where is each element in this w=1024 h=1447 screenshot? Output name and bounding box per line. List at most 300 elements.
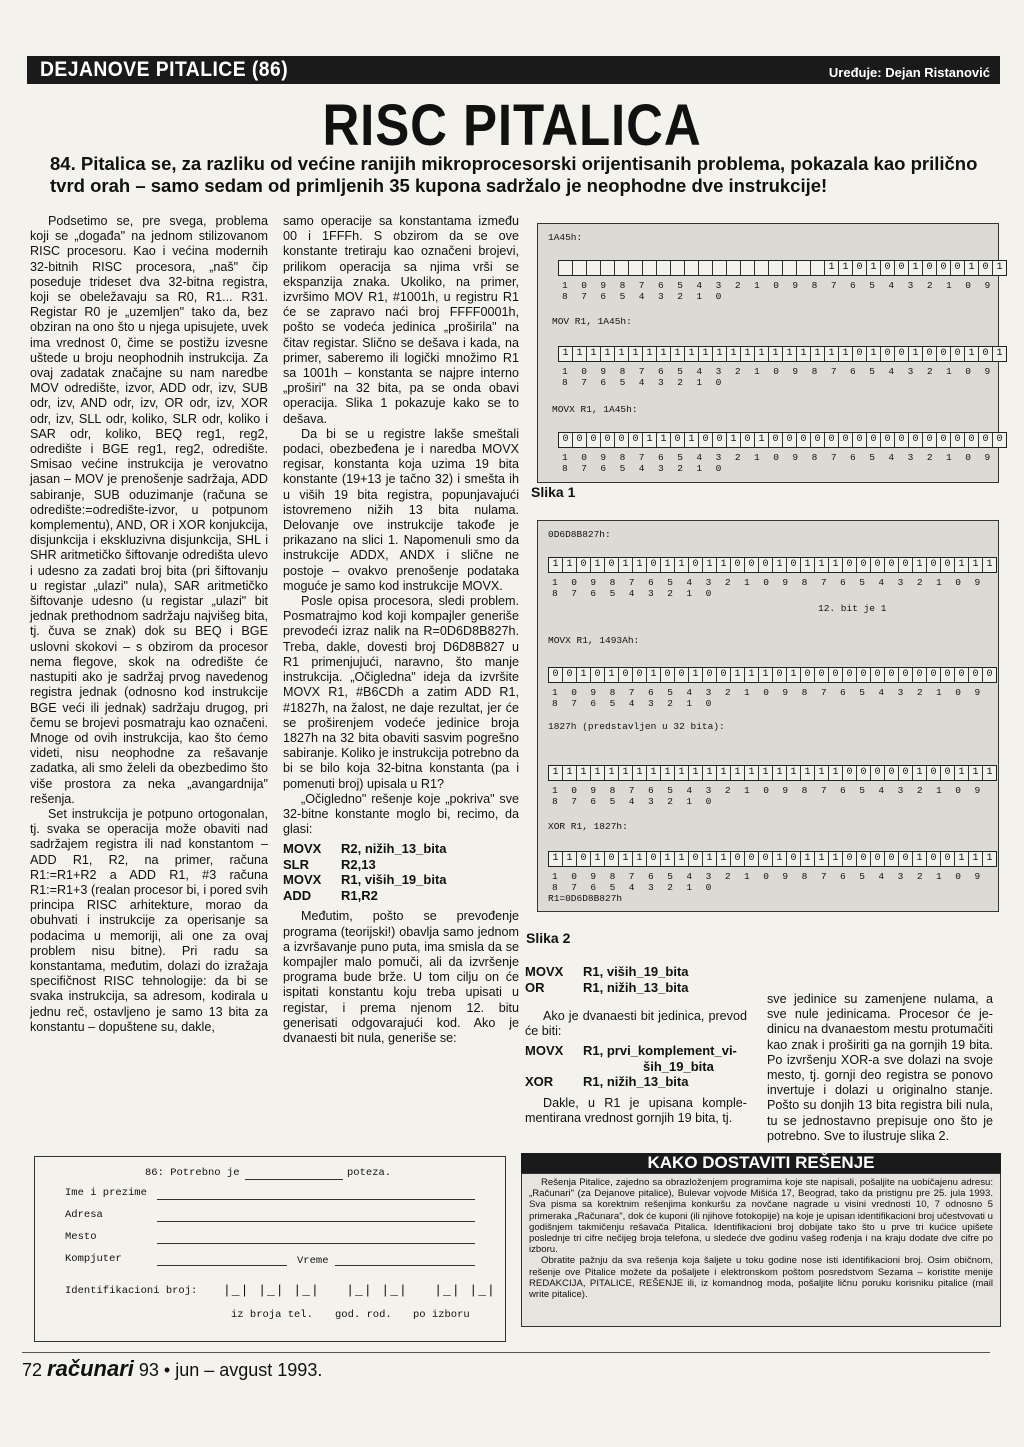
page-title: RISC PITALICA <box>322 93 702 158</box>
code-block-3 <box>525 1043 747 1090</box>
code-arg: R2,13 <box>341 856 376 872</box>
bit-cell: 0 <box>885 852 899 866</box>
bit-cell: 0 <box>801 668 815 682</box>
bit-cell: 0 <box>601 433 615 447</box>
bit-cell: 1 <box>629 347 643 361</box>
bit-cell: 0 <box>605 558 619 572</box>
bit-cell: 0 <box>965 433 979 447</box>
code-op: MOVX <box>283 872 322 888</box>
code-op <box>525 1059 583 1075</box>
bit-cell: 0 <box>941 558 955 572</box>
bit-cell: 0 <box>951 347 965 361</box>
bit-register <box>558 432 1007 448</box>
bit-cell: 0 <box>979 261 993 275</box>
bit-cell: 1 <box>913 766 927 780</box>
bit-cell <box>713 261 727 275</box>
bit-cell: 0 <box>731 852 745 866</box>
bit-cell: 0 <box>783 433 797 447</box>
code-op: XOR <box>525 1074 554 1090</box>
bit-cell: 1 <box>769 347 783 361</box>
bit-cell: 1 <box>759 766 773 780</box>
bit-cell: 0 <box>885 558 899 572</box>
bit-cell: 1 <box>717 852 731 866</box>
bit-cell: 1 <box>787 766 801 780</box>
bit-cell: 1 <box>587 347 601 361</box>
fig1-caption-1: 1A45h: <box>548 232 583 243</box>
bit-cell <box>601 261 615 275</box>
bit-cell: 0 <box>899 668 913 682</box>
bit-cell: 1 <box>745 668 759 682</box>
bit-cell: 1 <box>573 347 587 361</box>
address-label: Adresa <box>65 1209 103 1221</box>
bit-cell: 1 <box>731 766 745 780</box>
bit-cell: 1 <box>675 558 689 572</box>
bit-cell: 0 <box>843 668 857 682</box>
bit-cell: 0 <box>587 433 601 447</box>
address-field[interactable] <box>157 1221 475 1222</box>
paragraph: Međutim, pošto se prevođenje programa (teorijski!) obavlja samo jednom a izvršavanje puno puta, ima smisla da se kompajler malo pomuči, ali da izvršenje programa bude brže. U tom cilju on će ispitati konstantu koju treba upisati u registar, i prema njenom 12. bitu generisati odgovarajući kod. Ako je dvanaesti bit nula, generiše se: <box>283 909 519 1045</box>
bit-cell: 0 <box>937 433 951 447</box>
fig1-caption-2: MOV R1, 1A45h: <box>552 316 632 327</box>
bit-cell: 1 <box>633 852 647 866</box>
bit-cell: 1 <box>699 347 713 361</box>
bit-register <box>558 346 1007 362</box>
code-block-1 <box>283 841 519 903</box>
bit-cell: 0 <box>881 347 895 361</box>
bit-cell: 0 <box>871 852 885 866</box>
bit-cell: 1 <box>745 766 759 780</box>
bit-cell: 0 <box>899 766 913 780</box>
bit-cell: 1 <box>727 433 741 447</box>
how-to-send-text <box>529 1177 993 1300</box>
bit-cell: 1 <box>727 347 741 361</box>
bit-cell: 0 <box>899 558 913 572</box>
code-arg: ših_19_bita <box>643 1058 714 1074</box>
bit-cell: 1 <box>713 347 727 361</box>
bit-cell: 0 <box>853 347 867 361</box>
bit-cell: 0 <box>951 433 965 447</box>
paragraph: Obratite pažnju da sva rešenja koja šaljete u toku godine nose isti identifikacioni broj. Osim običnom, rešenje ove Pitalice možete da pošaljete i elektronskom poštom posredstvom Sezama – koristite menije REDAKCIJA, PITALICE, REŠENJE ili, iz komandnog moda, pošaljite ličnu poruku korisniku pitalice (mail write pitalice). <box>529 1255 993 1301</box>
bit-cell: 0 <box>923 433 937 447</box>
time-field[interactable] <box>335 1265 475 1266</box>
bit-cell: 1 <box>815 766 829 780</box>
bit-cell: 1 <box>913 852 927 866</box>
bit-cell: 1 <box>759 668 773 682</box>
bit-cell: 0 <box>867 433 881 447</box>
bit-cell: 0 <box>885 668 899 682</box>
bit-cell: 0 <box>843 558 857 572</box>
bit-cell: 1 <box>829 558 843 572</box>
bit-index: 1 0 9 8 7 6 5 4 3 2 1 0 9 8 7 6 5 4 3 2 1 0 9 8 7 6 5 4 3 2 1 0 <box>552 785 985 807</box>
bit-cell: 1 <box>986 853 993 864</box>
bit-cell: 0 <box>927 558 941 572</box>
fig2-caption-3: 1827h (predstavljen u 32 bita): <box>548 721 725 732</box>
bit-cell: 1 <box>661 558 675 572</box>
bit-cell: 0 <box>787 852 801 866</box>
bit-cell: 1 <box>969 766 983 780</box>
bit-cell: 1 <box>591 852 605 866</box>
bit-index: 1 0 9 8 7 6 5 4 3 2 1 0 9 8 7 6 5 4 3 2 1 0 9 8 7 6 5 4 3 2 1 0 <box>562 366 995 388</box>
bit-cell: 0 <box>857 852 871 866</box>
fig2-caption-2: MOVX R1, 1493Ah: <box>548 635 640 646</box>
bit-cell: 0 <box>713 433 727 447</box>
bit-index: 1 0 9 8 7 6 5 4 3 2 1 0 9 8 7 6 5 4 3 2 1 0 9 8 7 6 5 4 3 2 1 0 <box>562 280 995 302</box>
bit-cell: 1 <box>773 852 787 866</box>
figure-1-label: Slika 1 <box>531 484 576 500</box>
bit-cell: 0 <box>881 261 895 275</box>
code-op: ADD <box>283 887 312 903</box>
code-op: MOVX <box>283 841 322 857</box>
paragraph: Rešenja Pitalice, zajedno sa obrazloženjem programima koje ste napisali, pošaljite na uobičajenu adresu: „Računari" (za Dejanove pitalice), Bulevar vojvode Mišića 17, Beograd, tako da pristignu pre 25. jula 1993. Sva pisma sa korektnim rešenjima konkuršu za novčane nagrade u visini vrednosti 10, 7 odnosno 5 primeraka „Računara", dok će kuponi (ili njihove fotokopije) na koje je upisan identifikacioni broj učestvovati u godišnjem takmičenju rešavača Pitalica. Identifikacioni broj dobijate tako što u prve tri kućice upišete poslednje tri cifre nečijeg broja telefona, u sledeće dve godinu vašeg rođenja i na kraju dodate dve cifre po izboru. <box>529 1177 993 1256</box>
bit-cell: 1 <box>657 347 671 361</box>
bit-cell: 0 <box>927 668 941 682</box>
bit-cell: 0 <box>619 668 633 682</box>
bit-cell: 0 <box>843 766 857 780</box>
bit-cell <box>615 261 629 275</box>
bit-cell: 1 <box>661 766 675 780</box>
bit-cell: 1 <box>755 433 769 447</box>
bit-cell: 0 <box>549 668 563 682</box>
bit-cell: 1 <box>647 668 661 682</box>
bit-cell: 0 <box>913 668 927 682</box>
bit-cell: 1 <box>867 261 881 275</box>
code-block-2 <box>525 964 747 995</box>
bit-cell: 0 <box>769 433 783 447</box>
code-op: SLR <box>283 856 309 872</box>
time-label: Vreme <box>297 1255 329 1267</box>
bit-cell: 0 <box>941 766 955 780</box>
code-arg: R1, nižih_13_bita <box>583 979 689 995</box>
bit-cell: 0 <box>839 433 853 447</box>
bit-cell <box>699 261 713 275</box>
bit-register <box>558 260 1007 276</box>
bit-cell: 1 <box>811 347 825 361</box>
bit-cell: 1 <box>996 262 1003 273</box>
bit-cell: 0 <box>857 668 871 682</box>
bit-cell: 0 <box>895 347 909 361</box>
fig1-caption-3: MOVX R1, 1A45h: <box>552 404 638 415</box>
issue-info: 93 • jun – avgust 1993. <box>138 1360 323 1380</box>
footer <box>22 1356 322 1382</box>
figure-2-label: Slika 2 <box>526 930 571 946</box>
bit-cell: 0 <box>773 668 787 682</box>
name-field[interactable] <box>157 1199 475 1200</box>
bit-cell: 1 <box>559 347 573 361</box>
bit-cell: 1 <box>986 559 993 570</box>
bit-cell: 1 <box>689 668 703 682</box>
paragraph: Set instrukcija je potpuno ortogonalan, tj. svaka se operacija može obaviti nad sadržajem registra ili nad konstantom – ADD R1, R2, na primer, računa R1:=R1+R2 a ADD R1, #3 računa R1:=R1+3 (realan procesor bi, i pored svih principa RISC arhitekture, morao da obuhvati i instrukcije za operisanje sa podacima u memoriji, ali one za ovaj problem nisu bitne). Pri radu sa konstantama, međutim, dolazi do izražaja specifičnost RISC tehnologije: da bi se svaka instrukcija, sa adresom, kodirala u jednu reč, ostavljeno je samo 13 bita za konstantu – dopuštene su, dakle, <box>30 806 268 1034</box>
bit-cell: 0 <box>745 558 759 572</box>
code-op: MOVX <box>525 1043 564 1059</box>
bit-cell: 0 <box>927 766 941 780</box>
bit-cell: 1 <box>787 668 801 682</box>
bit-cell: 0 <box>969 668 983 682</box>
bit-cell: 0 <box>717 668 731 682</box>
bit-cell: 0 <box>563 668 577 682</box>
lead-paragraph: 84. Pitalica se, za razliku od većine ranijih mikroprocesorski orijentisanih problema, pokazala kao prilično tvrd orah – samo sedam od primljenih 35 kupona sadržalo je neophodne dve instrukcije! <box>50 153 978 196</box>
id-phone-label: iz broja tel. <box>231 1309 313 1321</box>
editor-credit: Uređuje: Dejan Ristanović <box>828 65 990 80</box>
bit-cell <box>741 261 755 275</box>
bit-cell: 0 <box>573 433 587 447</box>
moves-field[interactable] <box>245 1179 343 1180</box>
bit-cell: 0 <box>577 852 591 866</box>
bit-cell: 0 <box>955 668 969 682</box>
bit-cell: 1 <box>563 766 577 780</box>
bit-cell: 0 <box>979 433 993 447</box>
bit-cell: 0 <box>927 852 941 866</box>
bit-cell: 1 <box>955 766 969 780</box>
bit-cell: 1 <box>647 766 661 780</box>
bit-cell: 0 <box>615 433 629 447</box>
bit-cell: 1 <box>703 766 717 780</box>
code-arg: R1, viših_19_bita <box>583 964 689 979</box>
bit-cell: 1 <box>619 766 633 780</box>
series-title: DEJANOVE PITALICE (86) <box>40 58 289 81</box>
bit-cell: 0 <box>881 433 895 447</box>
code-op: OR <box>525 979 545 995</box>
bit-cell: 0 <box>661 668 675 682</box>
bit-cell: 0 <box>647 852 661 866</box>
bit-cell: 0 <box>941 852 955 866</box>
column-1 <box>30 214 268 1035</box>
bit-cell: 1 <box>549 852 563 866</box>
bit-cell: 1 <box>591 558 605 572</box>
bit-cell <box>657 261 671 275</box>
bit-cell: 1 <box>797 347 811 361</box>
bit-cell: 1 <box>965 261 979 275</box>
bit-cell: 1 <box>661 852 675 866</box>
bit-cell: 0 <box>629 433 643 447</box>
bit-cell: 0 <box>951 261 965 275</box>
bit-cell: 0 <box>909 433 923 447</box>
bit-cell: 0 <box>871 558 885 572</box>
bit-cell: 0 <box>895 433 909 447</box>
bit-register <box>548 667 997 683</box>
page-number: 72 <box>22 1360 43 1380</box>
column-2 <box>283 214 519 1046</box>
bit-cell: 1 <box>909 261 923 275</box>
code-arg: R1,R2 <box>341 887 378 903</box>
figure-1 <box>537 223 1003 483</box>
fig2-caption-1: 0D6D8B827h: <box>548 529 611 540</box>
bit-cell: 0 <box>731 558 745 572</box>
bit-cell <box>811 261 825 275</box>
city-label: Mesto <box>65 1231 97 1243</box>
code-op: MOVX <box>525 964 564 979</box>
bit-cell: 0 <box>591 668 605 682</box>
bit-cell: 1 <box>969 852 983 866</box>
bit-cell: 1 <box>783 347 797 361</box>
bit-cell: 1 <box>773 766 787 780</box>
bit-index: 1 0 9 8 7 6 5 4 3 2 1 0 9 8 7 6 5 4 3 2 1 0 9 8 7 6 5 4 3 2 1 0 <box>552 871 985 893</box>
bit-cell: 0 <box>815 668 829 682</box>
paragraph: Ako je dvanaesti bit jedinica, prevod će biti: <box>525 1009 747 1039</box>
bit-cell: 0 <box>853 261 867 275</box>
code-arg: R1, prvi_komplement_vi- <box>583 1043 737 1059</box>
bit-cell: 0 <box>671 433 685 447</box>
entry-coupon <box>34 1156 506 1342</box>
bit-cell: 1 <box>577 668 591 682</box>
bit-cell: 1 <box>829 766 843 780</box>
bit-cell <box>797 261 811 275</box>
bit-cell: 1 <box>996 348 1003 359</box>
bit-cell: 0 <box>895 261 909 275</box>
bit-cell: 1 <box>815 852 829 866</box>
bit-cell: 1 <box>563 558 577 572</box>
coupon-moves: poteza. <box>347 1167 392 1179</box>
bit-cell: 1 <box>867 347 881 361</box>
id-label: Identifikacioni broj: <box>65 1285 198 1297</box>
bit-cell: 1 <box>643 347 657 361</box>
bit-cell: 1 <box>605 668 619 682</box>
column-3 <box>525 960 747 1126</box>
bit-cell: 1 <box>685 433 699 447</box>
bit-cell: 1 <box>703 558 717 572</box>
bit-cell: 1 <box>615 347 629 361</box>
bit-cell: 1 <box>986 767 993 778</box>
bit-cell: 0 <box>759 558 773 572</box>
bit-cell: 0 <box>745 852 759 866</box>
id-year-label: god. rod. <box>335 1309 392 1321</box>
bit-cell: 1 <box>675 766 689 780</box>
bit-cell: 0 <box>871 668 885 682</box>
bit-cell: 0 <box>689 558 703 572</box>
fig2-caption-4: XOR R1, 1827h: <box>548 821 628 832</box>
bit-cell: 1 <box>717 766 731 780</box>
bit-cell: 1 <box>773 558 787 572</box>
bit-cell: 1 <box>829 852 843 866</box>
city-field[interactable] <box>157 1243 475 1244</box>
bit-cell: 0 <box>923 347 937 361</box>
paragraph: „Očigledno" rešenje koje „pokriva" sve 32-bitne konstante moglo bi, recimo, da glasi: <box>283 791 519 837</box>
computer-field[interactable] <box>157 1265 287 1266</box>
bit-cell <box>685 261 699 275</box>
bit-cell <box>643 261 657 275</box>
bit-cell: 0 <box>937 261 951 275</box>
bit-cell: 1 <box>703 852 717 866</box>
bit-cell <box>755 261 769 275</box>
bit-register <box>548 851 997 867</box>
bit-cell: 0 <box>996 434 1003 445</box>
paragraph: Da bi se u registre lakše smeštali podaci, obezbeđena je i naredba MOVX regisar, konstanta koja uzima 19 bita konstante (19+13 je tačno 32) i smešta ih u viših 19 bita registra, popunjavajući istovremeno nižih 13 bita nulama. Delovanje ove instrukcije takođe je prikazano na slici 1. Napomenuli smo da instrukcije ADDX, ANDX i slične ne postoje – ovakvo prenošenje podataka moguće je samo kod instrukcije MOVX. <box>283 426 519 593</box>
bit-cell: 0 <box>689 852 703 866</box>
bit-cell: 1 <box>657 433 671 447</box>
bit-cell: 1 <box>619 558 633 572</box>
bit-cell: 1 <box>825 347 839 361</box>
bit-cell: 0 <box>675 668 689 682</box>
bit-cell: 1 <box>563 852 577 866</box>
bit-cell: 0 <box>605 852 619 866</box>
bit-cell: 0 <box>559 433 573 447</box>
bit-cell: 1 <box>839 347 853 361</box>
bit-cell: 1 <box>717 558 731 572</box>
bit-cell: 0 <box>829 668 843 682</box>
bit-cell: 0 <box>787 558 801 572</box>
bit-cell: 0 <box>871 766 885 780</box>
bit-cell <box>587 261 601 275</box>
code-arg: R1, viših_19_bita <box>341 872 447 888</box>
bit-cell: 1 <box>731 668 745 682</box>
bit-cell: 1 <box>839 261 853 275</box>
bit-cell: 1 <box>969 558 983 572</box>
fig2-result: R1=0D6D8B827h <box>548 893 623 904</box>
bit-cell <box>727 261 741 275</box>
paragraph: Posle opisa procesora, sledi problem. Posmatrajmo kod koji kompajler generiše prevodeći izraz nalik na R=0D6D8B827h. Treba, dakle, dovesti broj D6D8B827 u R1 primenjujući, naravno, što manje instrukcija. „Očigledna" ideja da izvršite MOVX R1, #B6CDh a zatim ADD R1, #1827h, na žalost, ne daje rezultat, jer će se proširenjem vodeće jedinice broja 1827h na 32 bita obaviti sasvim pogrešno sabiranje. Koliko je instrukcija potrebno da bi se bilo koja 32-bitna konstanta (pa i pomenuti broj) upisala u R1? <box>283 594 519 791</box>
bit-cell: 0 <box>797 433 811 447</box>
bit-cell: 1 <box>685 347 699 361</box>
bit-cell: 0 <box>759 852 773 866</box>
bit-cell: 0 <box>857 766 871 780</box>
bit-cell: 0 <box>941 668 955 682</box>
bit-cell: 1 <box>633 766 647 780</box>
bit-register <box>548 557 997 573</box>
bit-cell: 1 <box>591 766 605 780</box>
bit-cell: 0 <box>986 669 993 680</box>
coupon-question: 86: Potrebno je <box>145 1167 240 1179</box>
id-boxes[interactable]: |_| |_| |_| |_| |_| |_| |_| <box>223 1283 496 1298</box>
magazine-name: računari <box>47 1356 134 1381</box>
id-choice-label: po izboru <box>413 1309 470 1321</box>
bit-cell: 1 <box>955 558 969 572</box>
bit-cell <box>783 261 797 275</box>
bit-cell: 0 <box>857 558 871 572</box>
column-4 <box>767 992 993 1144</box>
bit-cell: 1 <box>965 347 979 361</box>
bit-cell <box>629 261 643 275</box>
bit-cell: 0 <box>843 852 857 866</box>
paragraph: Dakle, u R1 je upisana komplementirana vrednost gornjih 19 bita, tj. <box>525 1095 747 1126</box>
bit-cell: 1 <box>577 766 591 780</box>
bit-index: 1 0 9 8 7 6 5 4 3 2 1 0 9 8 7 6 5 4 3 2 1 0 9 8 7 6 5 4 3 2 1 0 <box>562 452 995 474</box>
code-arg: R1, nižih_13_bita <box>583 1074 689 1090</box>
bit-cell: 0 <box>899 852 913 866</box>
bit-cell: 1 <box>601 347 615 361</box>
bit-cell: 1 <box>741 347 755 361</box>
bit-cell: 0 <box>853 433 867 447</box>
bit-cell: 0 <box>741 433 755 447</box>
bit-cell: 1 <box>801 766 815 780</box>
code-arg: R2, nižih_13_bita <box>341 841 447 857</box>
bit-cell: 0 <box>825 433 839 447</box>
footer-rule <box>22 1352 990 1353</box>
bit-cell: 1 <box>671 347 685 361</box>
bit-cell: 1 <box>689 766 703 780</box>
bit-cell: 1 <box>801 852 815 866</box>
bit-cell: 1 <box>549 766 563 780</box>
fig2-note: 12. bit je 1 <box>818 603 887 614</box>
bit-cell: 1 <box>815 558 829 572</box>
bit-cell: 1 <box>633 558 647 572</box>
bit-cell: 0 <box>647 558 661 572</box>
bit-cell: 0 <box>811 433 825 447</box>
bit-cell: 0 <box>979 347 993 361</box>
computer-label: Kompjuter <box>65 1253 122 1265</box>
bit-cell <box>559 261 573 275</box>
bit-cell: 0 <box>577 558 591 572</box>
bit-cell: 0 <box>885 766 899 780</box>
bit-cell: 0 <box>923 261 937 275</box>
bit-cell: 0 <box>633 668 647 682</box>
bit-register <box>548 765 997 781</box>
figure-2 <box>537 520 999 912</box>
bit-cell <box>671 261 685 275</box>
bit-cell: 1 <box>909 347 923 361</box>
bit-cell: 0 <box>937 347 951 361</box>
bit-cell: 1 <box>675 852 689 866</box>
bit-cell: 1 <box>955 852 969 866</box>
bit-cell <box>573 261 587 275</box>
